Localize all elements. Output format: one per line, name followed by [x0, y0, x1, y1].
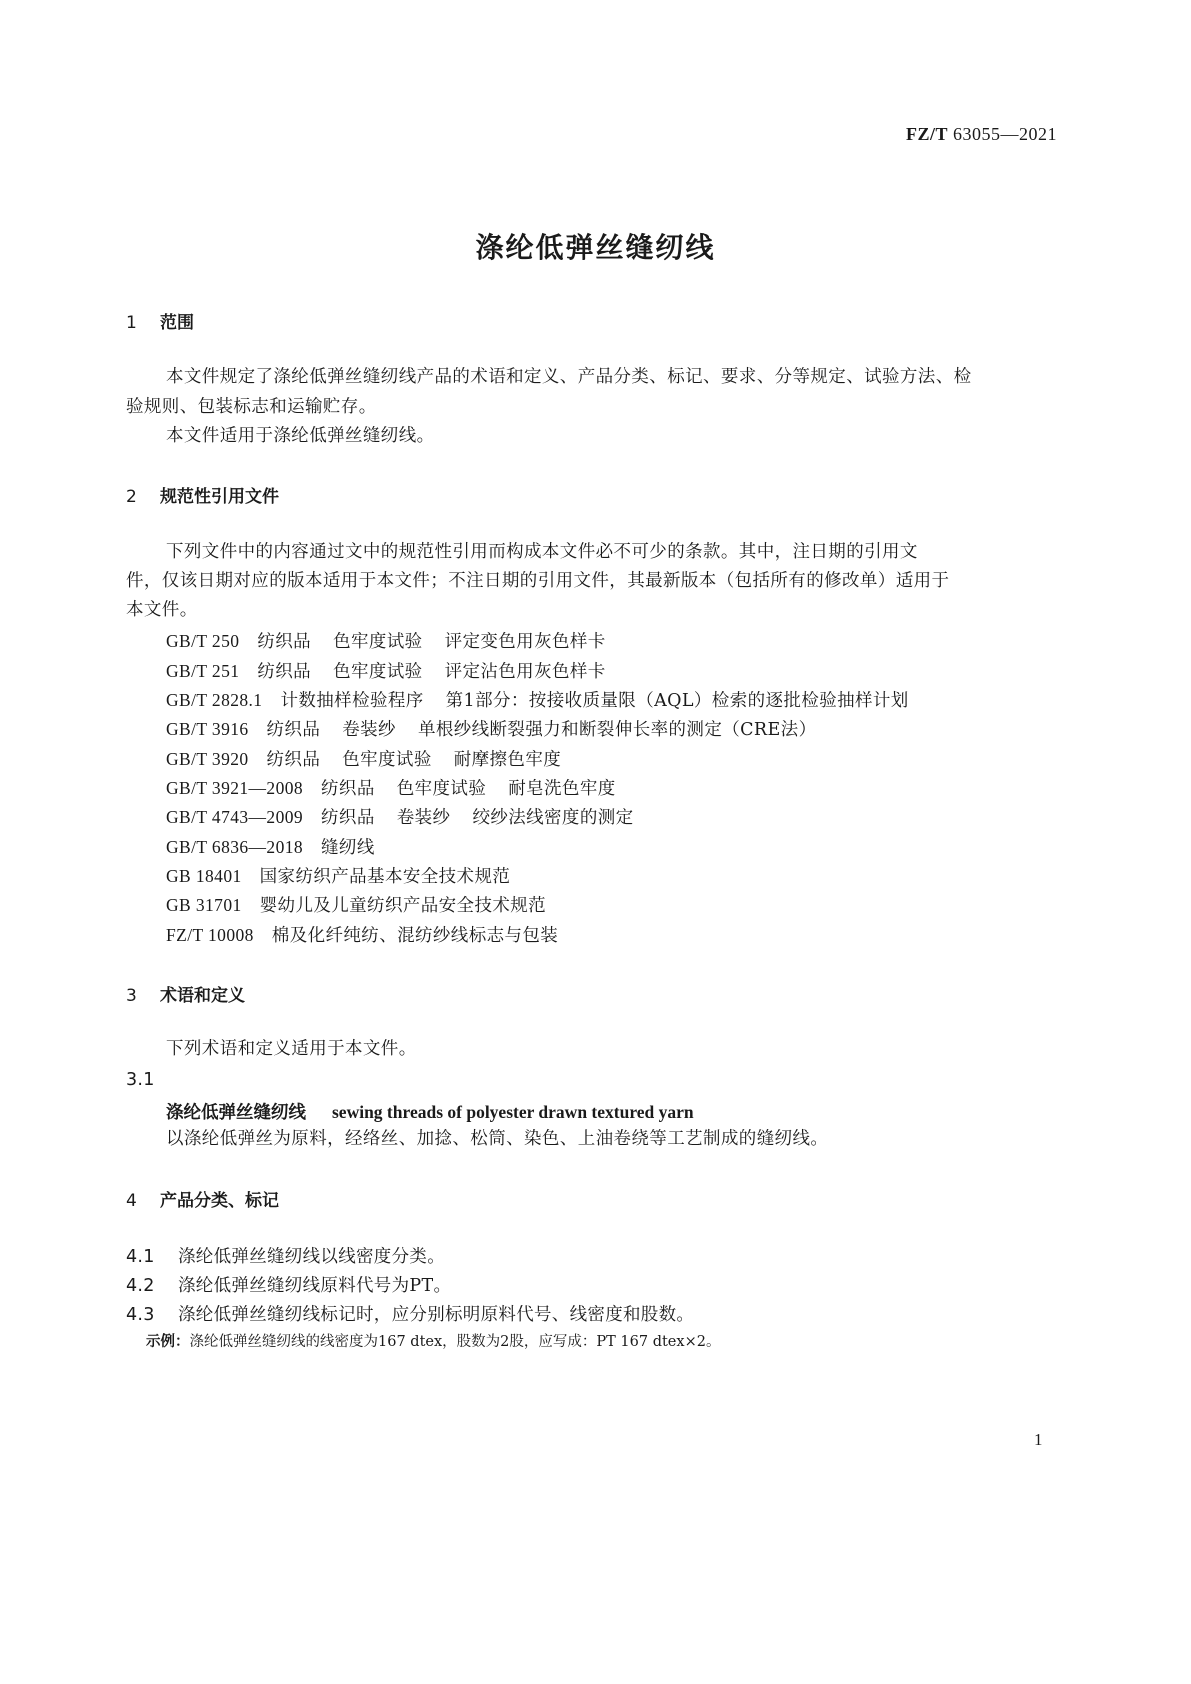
- reference-item: [166, 863, 532, 888]
- section-number: 3: [126, 986, 137, 1006]
- section-title: 范围: [160, 313, 194, 333]
- reference-title-part: 卷装纱: [342, 720, 396, 740]
- standard-prefix: FZ/T: [905, 124, 948, 144]
- reference-code: GB/T 3916: [166, 719, 249, 739]
- page-number: 1: [1034, 1430, 1043, 1449]
- scope-para-line-1: 本文件规定了涤纶低弹丝缝纫线产品的术语和定义、产品分类、标记、要求、分等规定、试验方法、检: [166, 367, 972, 387]
- reference-item: [166, 687, 931, 712]
- reference-item: [166, 658, 628, 683]
- reference-title-part: 色牢度试验: [333, 662, 423, 682]
- scope-para-line-2: 验规则、包装标志和运输贮存。: [126, 397, 377, 417]
- term-definition: 以涤纶低弹丝为原料，经络丝、加捻、松筒、染色、上油卷绕等工艺制成的缝纫线。: [166, 1129, 829, 1149]
- reference-title-part: 单根纱线断裂强力和断裂伸长率的测定（CRE法）: [417, 720, 817, 740]
- reference-item: [166, 804, 656, 829]
- section-2-heading: [126, 482, 279, 507]
- reference-item: [166, 892, 568, 917]
- terms-intro-para: 下列术语和定义适用于本文件。: [166, 1039, 417, 1059]
- section-title: 产品分类、标记: [160, 1191, 279, 1211]
- reference-title-part: 绞纱法线密度的测定: [472, 808, 634, 828]
- clause-text: 涤纶低弹丝缝纫线以线密度分类。: [178, 1247, 445, 1267]
- reference-code: GB/T 2828.1: [166, 690, 263, 710]
- reference-title-part: 耐摩擦色牢度: [453, 750, 562, 770]
- reference-title-part: 缝纫线: [321, 838, 375, 858]
- clause-4-1: [126, 1243, 445, 1268]
- term-chinese: 涤纶低弹丝缝纫线: [166, 1103, 306, 1123]
- example-note: [146, 1330, 720, 1351]
- clause-text: 涤纶低弹丝缝纫线原料代号为PT。: [178, 1276, 452, 1296]
- example-label: 示例：: [146, 1334, 190, 1350]
- clause-4-2: [126, 1272, 451, 1297]
- reference-title-part: 婴幼儿及儿童纺织产品安全技术规范: [259, 896, 547, 916]
- reference-code: GB/T 6836—2018: [166, 837, 304, 857]
- reference-item: [166, 775, 638, 800]
- reference-title-part: 耐皂洗色牢度: [508, 779, 616, 799]
- standard-code: 63055—2021: [953, 124, 1057, 144]
- example-text: 涤纶低弹丝缝纫线的线密度为167 dtex，股数为2股，应写成：PT 167 dtex×2。: [189, 1334, 721, 1350]
- reference-code: GB/T 4743—2009: [166, 807, 304, 827]
- reference-title-part: 色牢度试验: [396, 779, 487, 799]
- clause-number: 4.1: [126, 1247, 155, 1267]
- reference-title-part: 纺织品: [257, 632, 312, 652]
- section-1-heading: [126, 308, 194, 333]
- reference-code: GB/T 3920: [166, 749, 249, 769]
- reference-item: [166, 834, 397, 859]
- reference-code: GB 18401: [166, 866, 242, 886]
- standard-number: [906, 124, 1057, 145]
- section-3-heading: [126, 981, 245, 1006]
- term-english: sewing threads of polyester drawn textured yarn: [332, 1102, 694, 1122]
- document-title: 涤纶低弹丝缝纫线: [475, 231, 716, 264]
- normative-para-line-1: 下列文件中的内容通过文中的规范性引用而构成本文件必不可少的条款。其中，注日期的引用文: [166, 542, 918, 562]
- section-number: 1: [126, 313, 137, 333]
- reference-item: [166, 628, 628, 653]
- reference-title-part: 纺织品: [321, 779, 375, 799]
- reference-code: GB/T 250: [166, 631, 240, 651]
- section-number: 2: [126, 487, 137, 507]
- clause-number: 4.2: [126, 1276, 155, 1296]
- reference-title-part: 纺织品: [266, 750, 321, 770]
- reference-title-part: 卷装纱: [396, 808, 451, 828]
- reference-title-part: 计数抽样检验程序: [280, 691, 424, 711]
- normative-para-line-2: 件，仅该日期对应的版本适用于本文件；不注日期的引用文件，其最新版本（包括所有的修改单）适用于: [126, 571, 950, 591]
- reference-title-part: 评定沾色用灰色样卡: [444, 662, 606, 682]
- reference-title-part: 国家纺织产品基本安全技术规范: [259, 867, 511, 887]
- reference-title-part: 色牢度试验: [333, 632, 423, 652]
- section-title: 术语和定义: [160, 986, 245, 1006]
- reference-item: [166, 922, 580, 947]
- reference-code: GB 31701: [166, 895, 242, 915]
- scope-para-2: 本文件适用于涤纶低弹丝缝纫线。: [166, 426, 435, 446]
- reference-title-part: 纺织品: [321, 808, 375, 828]
- section-4-heading: [126, 1186, 279, 1211]
- reference-code: GB/T 3921—2008: [166, 778, 304, 798]
- term-number: 3.1: [126, 1070, 155, 1090]
- reference-code: FZ/T 10008: [166, 925, 254, 945]
- normative-para-line-3: 本文件。: [126, 600, 198, 620]
- reference-item: [166, 746, 583, 771]
- reference-title-part: 评定变色用灰色样卡: [444, 632, 606, 652]
- clause-number: 4.3: [126, 1305, 155, 1325]
- term-heading: [166, 1099, 694, 1124]
- section-title: 规范性引用文件: [160, 487, 279, 507]
- reference-title-part: 第1部分：按接收质量限（AQL）检索的逐批检验抽样计划: [445, 691, 909, 711]
- reference-title-part: 纺织品: [266, 720, 321, 740]
- section-number: 4: [126, 1191, 137, 1211]
- clause-text: 涤纶低弹丝缝纫线标记时，应分别标明原料代号、线密度和股数。: [178, 1305, 695, 1325]
- clause-4-3: [126, 1301, 694, 1326]
- reference-code: GB/T 251: [166, 661, 240, 681]
- reference-title-part: 纺织品: [257, 662, 312, 682]
- reference-item: [166, 716, 838, 741]
- reference-title-part: 棉及化纤纯纺、混纺纱线标志与包装: [271, 926, 559, 946]
- reference-title-part: 色牢度试验: [342, 750, 432, 770]
